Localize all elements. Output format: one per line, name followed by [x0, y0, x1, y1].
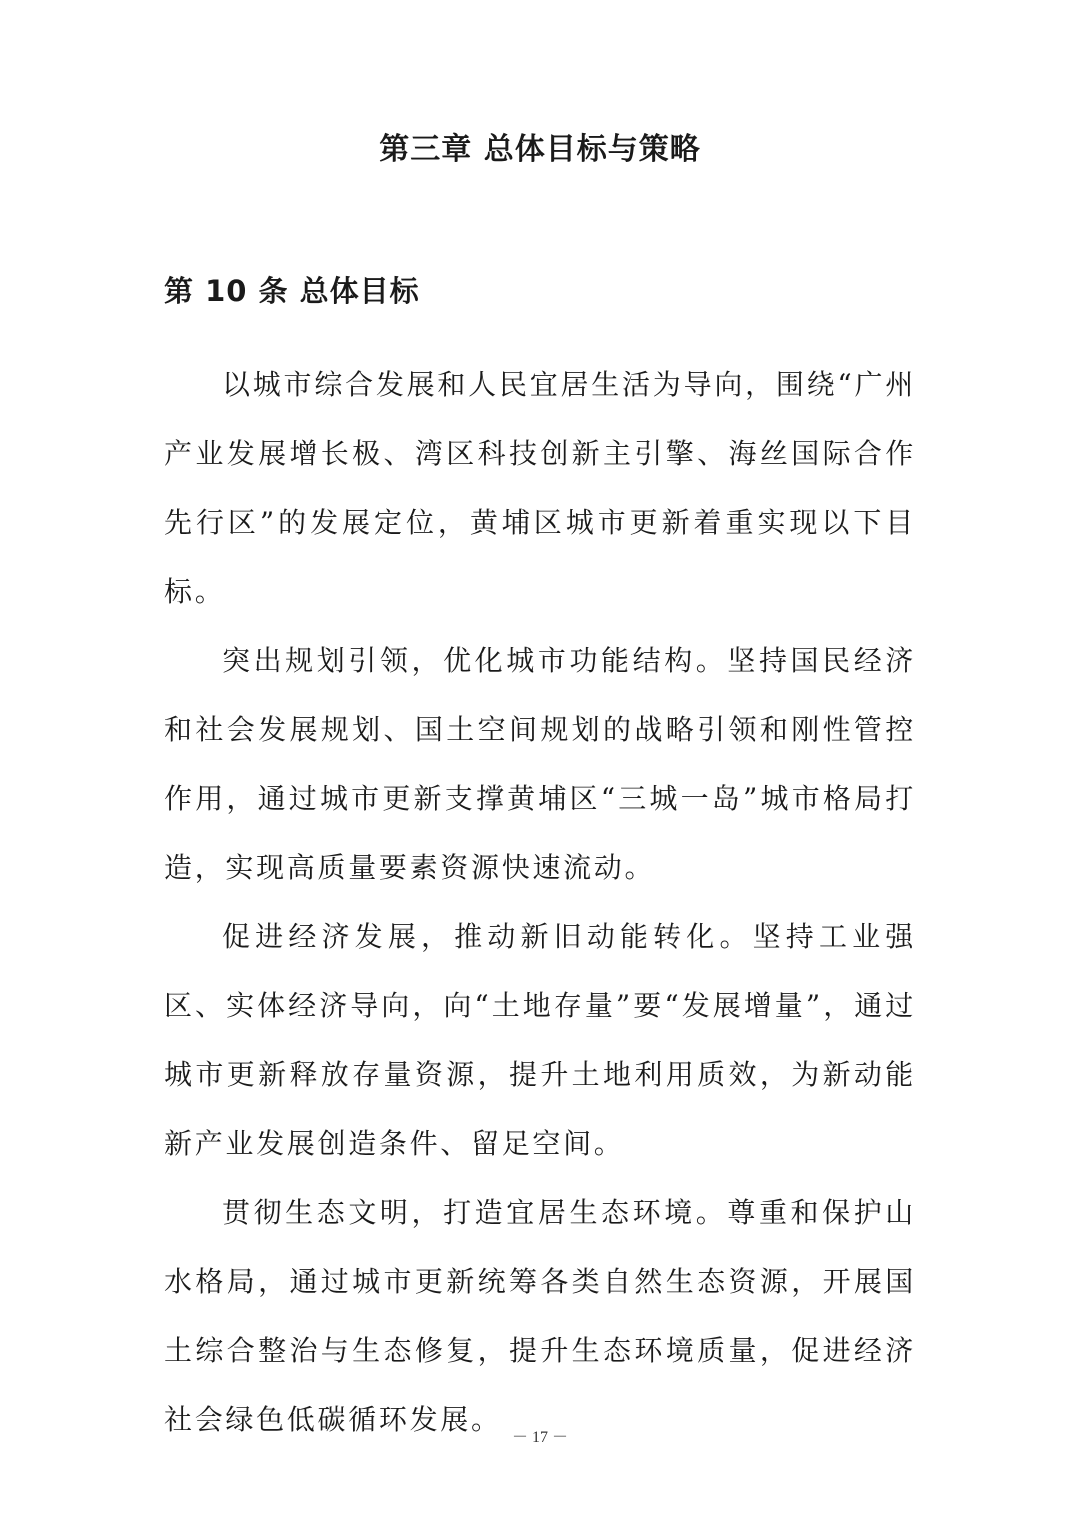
paragraph-planning: 突出规划引领，优化城市功能结构。坚持国民经济和社会发展规划、国土空间规划的战略引领和刚性管控作用，通过城市更新支撑黄埔区“三城一岛”城市格局打造，实现高质量要素资源快速流动。 [164, 644, 916, 884]
paragraph-economy: 促进经济发展，推动新旧动能转化。坚持工业强区、实体经济导向，向“土地存量”要“发展增量”，通过城市更新释放存量资源，提升土地利用质效，为新动能新产业发展创造条件、留足空间。 [164, 920, 916, 1160]
paragraph-intro: 以城市综合发展和人民宜居生活为导向，围绕“广州产业发展增长极、湾区科技创新主引擎、海丝国际合作先行区”的发展定位，黄埔区城市更新着重实现以下目标。 [164, 368, 916, 608]
article-heading: 第 10 条 总体目标 [164, 274, 420, 308]
page-number: － 17 － [511, 1429, 568, 1446]
paragraph-ecology: 贯彻生态文明，打造宜居生态环境。尊重和保护山水格局，通过城市更新统筹各类自然生态资源，开展国土综合整治与生态修复，提升生态环境质量，促进经济社会绿色低碳循环发展。 [164, 1196, 916, 1436]
body-text [164, 350, 916, 1454]
chapter-title: 第三章 总体目标与策略 [379, 132, 701, 167]
